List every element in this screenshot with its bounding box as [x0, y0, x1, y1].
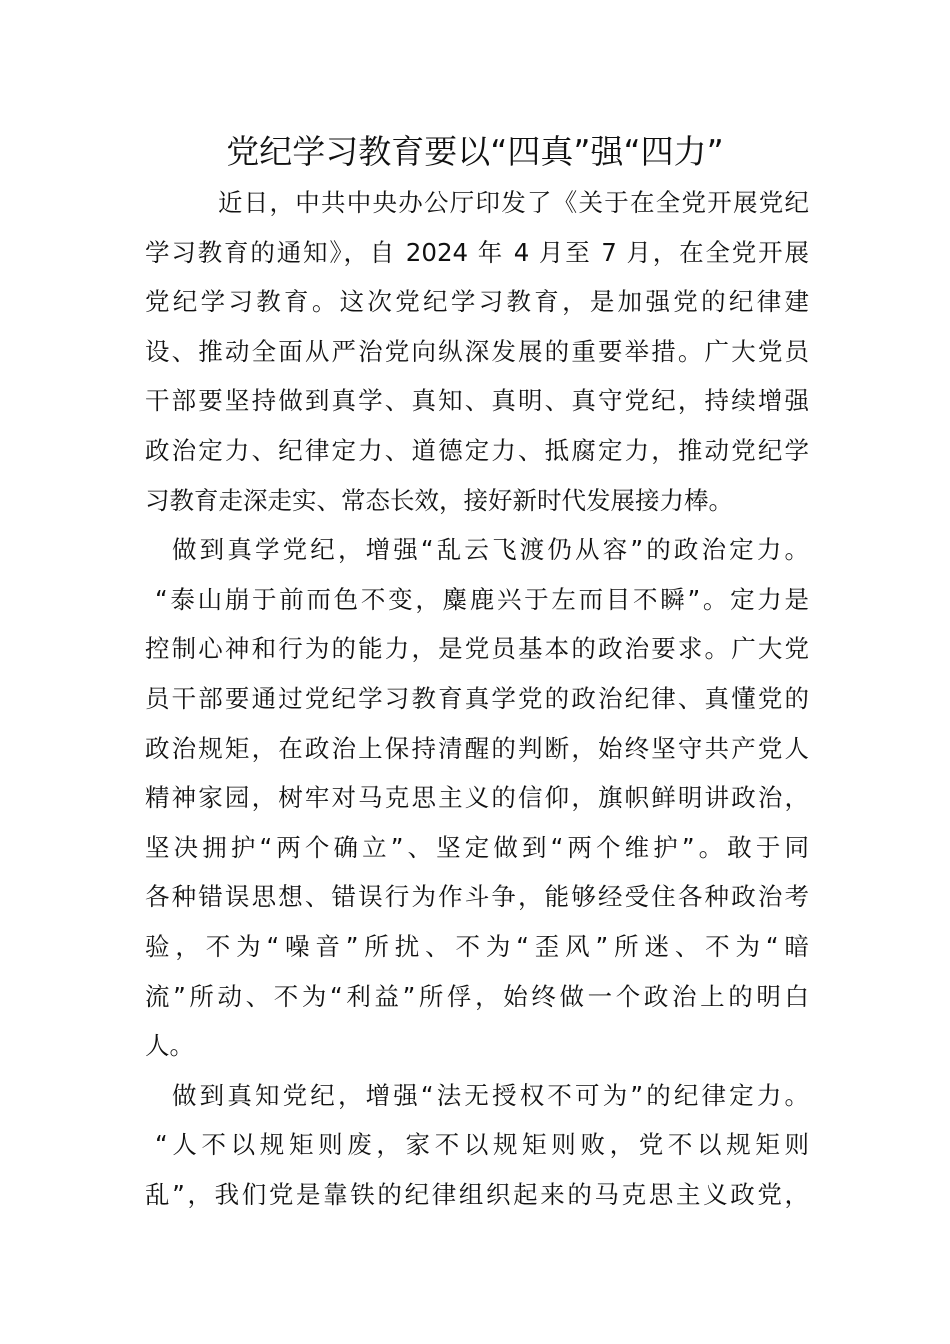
paragraph-line: 习教育走深走实、常态长效，接好新时代发展接力棒。	[145, 485, 733, 515]
paragraph-line: 坚决拥护“两个确立”、坚定做到“两个维护”。敢于同	[145, 832, 809, 862]
paragraph-line: “人不以规矩则废，家不以规矩则败，党不以规矩则	[155, 1130, 809, 1160]
paragraph-line: 设、推动全面从严治党向纵深发展的重要举措。广大党员	[145, 336, 809, 366]
paragraph-line: 乱”，我们党是靠铁的纪律组织起来的马克思主义政党，	[145, 1179, 809, 1209]
paragraph-line: 学习教育的通知》，自 2024 年 4 月至 7 月，在全党开展	[145, 237, 809, 267]
paragraph-line: “泰山崩于前而色不变，麋鹿兴于左而目不瞬”。定力是	[155, 584, 809, 614]
paragraph-line: 各种错误思想、错误行为作斗争，能够经受住各种政治考	[145, 882, 809, 912]
paragraph-line: 员干部要通过党纪学习教育真学党的政治纪律、真懂党的	[145, 683, 809, 713]
document-body	[145, 178, 809, 1219]
paragraph-line: 党纪学习教育。这次党纪学习教育，是加强党的纪律建	[145, 287, 809, 317]
document-title: 党纪学习教育要以“四真”强“四力”	[226, 132, 724, 171]
paragraph-line: 控制心神和行为的能力，是党员基本的政治要求。广大党	[145, 634, 809, 664]
paragraph-line: 做到真知党纪，增强“法无授权不可为”的纪律定力。	[172, 1080, 809, 1110]
paragraph-line: 干部要坚持做到真学、真知、真明、真守党纪，持续增强	[145, 386, 809, 416]
paragraph-line: 流”所动、不为“利益”所俘，始终做一个政治上的明白	[145, 981, 809, 1011]
paragraph-line: 人。	[145, 1031, 194, 1061]
paragraph-line: 近日，中共中央办公厅印发了《关于在全党开展党纪	[218, 188, 809, 217]
paragraph-line: 精神家园，树牢对马克思主义的信仰，旗帜鲜明讲政治，	[145, 783, 809, 813]
paragraph-line: 做到真学党纪，增强“乱云飞渡仍从容”的政治定力。	[172, 535, 809, 565]
paragraph-line: 政治规矩，在政治上保持清醒的判断，始终坚守共产党人	[145, 733, 809, 763]
paragraph-line: 政治定力、纪律定力、道德定力、抵腐定力，推动党纪学	[145, 435, 809, 465]
paragraph-line: 验，不为“噪音”所扰、不为“歪风”所迷、不为“暗	[145, 931, 809, 961]
